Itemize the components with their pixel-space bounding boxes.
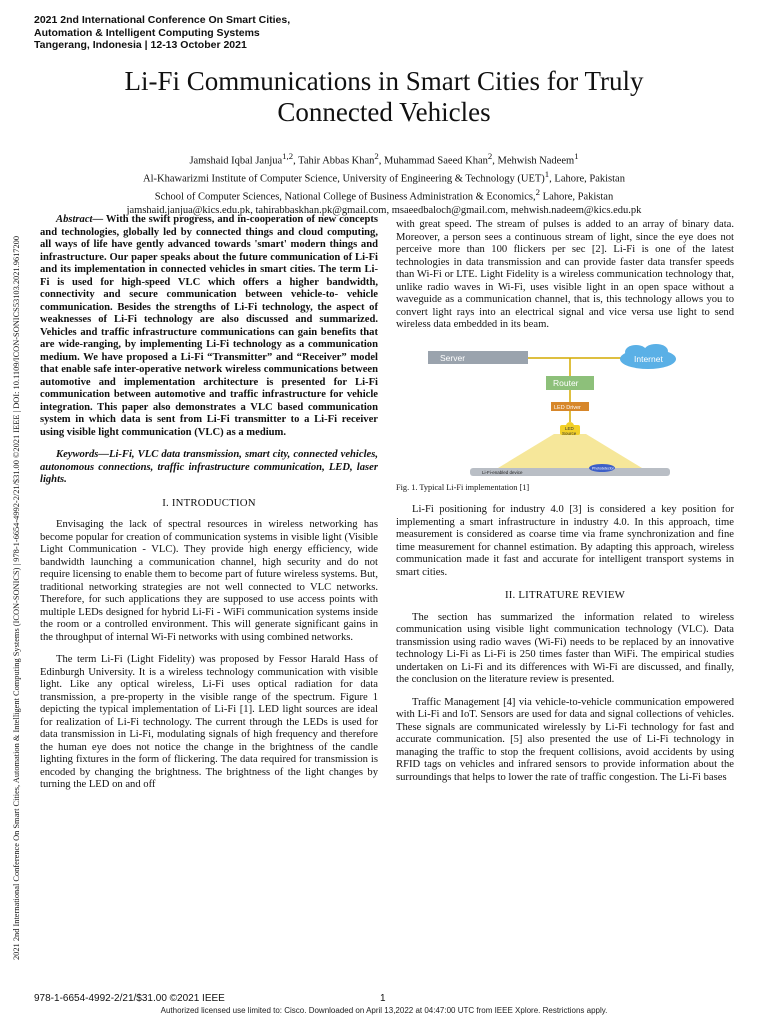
abstract-label: Abstract (56, 214, 93, 225)
section-heading-introduction: I. INTRODUCTION (162, 496, 256, 509)
lit-paragraph-1: The section has summarized the information related to wireless communication using visible light communication technology (VLC). Data transmission using radio waves (Wi-Fi) needs to be replaced by an innovative technology Li-Fi as Li-Fi is 250 times faster than WiFi. The empirical studies undertaken on Li-Fi and its differences with Wi-Fi are discussed, and finally, the conclusion on the literature review is presented. (396, 611, 734, 685)
router-label: Router (553, 377, 579, 388)
led-source-label-1: LED (565, 425, 574, 431)
intro-paragraph-2: The term Li-Fi (Light Fidelity) was proposed by Fessor Harald Hass of Edinburgh University. It is a wireless technology communication with visible light. Like any optical wireless, Li-Fi uses optical radiation for data transmission, a pre-property in the visible range of the spectrum. Figure 1 depicting the typical implementation of Li-Fi [1]. LED light sources are ideal for realization of Li-Fi technology. The current through the LEDs is used for data transmission in Li-Fi, modulating signals of high frequency and therefore the human eye does not notice the change in the brightness of the candle lighting fixtures in the form of flickering. The data required for transmission is encoded by changing the brightness. The brightness of the light changes by turning the LED on and off (40, 654, 378, 790)
download-notice: Authorized licensed use limited to: Cisco. Downloaded on April 13,2022 at 04:47:00 UTC from IEEE Xplore. Restrictions apply. (160, 1006, 608, 1015)
conference-header (34, 14, 290, 52)
affiliation-2 (40, 186, 728, 204)
intro-paragraph-1: Envisaging the lack of spectral resources in wireless networking has become popular for creation of communication systems in visible light (Visible Light Communication - VLC). They provide high energy efficiency, wide bandwidth launching a communication channel, high security and do not require licensing to enable them to become part of future wireless systems. But, traditional networking strategies are not well connected to VLC networks. Therefore, for such applications they are supposed to use access points with multiple LEDs designed for hybrid Li-Fi - WiFi communication systems inside the room or a controlled environment. This will generate significant gains in the throughput of internal Wi-Fi networks with using combined networks. (40, 519, 378, 643)
left-column (40, 214, 378, 802)
light-beam (498, 434, 642, 468)
paper-title (60, 66, 708, 128)
affiliation-2-end: Lahore, Pakistan (540, 191, 614, 203)
author-3: , Muhammad Saeed Khan (378, 155, 488, 167)
author-3-sup: 2 (487, 151, 493, 161)
conference-line-1: 2021 2nd International Conference On Smart Cities, (34, 14, 291, 26)
author-2: , Tahir Abbas Khan (293, 155, 375, 167)
keywords (40, 449, 378, 487)
conference-line-3: Tangerang, Indonesia | 12-13 October 2021 (34, 39, 247, 51)
lifi-device-label: Li-Fi-enabled device (482, 469, 523, 475)
author-4: , Mehwish Nadeem (492, 155, 575, 167)
internet-label: Internet (634, 353, 663, 364)
author-names (40, 150, 728, 168)
led-source-label-2: Source (562, 430, 577, 436)
right-paragraph-positioning: Li-Fi positioning for industry 4.0 [3] is considered a key position for implementing a smart infrastructure in industry 4.0. In this approach, time measurement is considered as coarse time via frame synchronization and fine time measurement for channel estimation. By adapting this approach, wireless communication made it fast and accurate for intelligent transport systems in smart cities. (396, 504, 734, 578)
keywords-label: Keywords (56, 449, 99, 460)
lifi-implementation-figure (420, 342, 710, 482)
affiliation-1-end: , Lahore, Pakistan (549, 173, 625, 185)
affiliation-2-text: School of Computer Sciences, National College of Business Administration & Economics, (154, 191, 536, 203)
figure-caption: Fig. 1. Typical Li-Fi implementation [1] (396, 482, 530, 492)
conference-line-2: Automation & Intelligent Computing Systems (34, 26, 260, 39)
section-heading-literature-review: II. LITRATURE REVIEW (504, 589, 626, 601)
server-label: Server (440, 352, 466, 363)
intro-paragraph-3: with great speed. The stream of pulses is added to an array of binary data. Moreover, a person sees a continuous stream of light, since the eye does not perceive more than 100 flickers per sec [2]. Li-Fi is one of the latest technologies in data transmission and can provide faster data transfer speeds than Wi-Fi or LTE. Light Fidelity is a wireless communication technology that, unlike radio waves in Wi-Fi, uses visible light in an open space without a waveguide as a communication channel, that is, this technology allows you to convert light rays into an electrical signal and vice versa use light to send wireless data embedded in its beam. (396, 219, 734, 330)
right-column (396, 219, 734, 794)
author-emails: jamshaid.janjua@kics.edu.pk, tahirabbaskhan.pk@gmail.com, msaeedbaloch@gmail.com, mehwish.nadeem@kics.edu.pk (126, 204, 642, 216)
side-doi-text: 2021 2nd International Conference On Smart Cities, Automation & Intelligent Computing Systems (ICON-SONICS) | 978-1-6654-4992-2/21/$31.00 ©2021 IEEE | DOI: 10.1109/ICON-SONICS53103.2021.9617200 (12, 235, 21, 960)
title-line-2: Connected Vehicles (277, 97, 491, 127)
affiliation-1 (40, 168, 728, 186)
affiliation-1-text: Al-Khawarizmi Institute of Computer Science, University of Engineering & Technology (UET) (143, 173, 545, 185)
affiliation-1-sup: 1 (544, 169, 550, 180)
affiliation-2-sup: 2 (535, 187, 541, 198)
page-number: 1 (380, 993, 386, 1004)
footer-isbn: 978-1-6654-4992-2/21/$31.00 ©2021 IEEE (34, 993, 225, 1004)
led-driver-label: LED Driver (554, 404, 581, 411)
author-2-sup: 2 (374, 151, 379, 161)
author-1-sup: 1,2 (282, 151, 294, 161)
abstract-dash: — (92, 214, 106, 225)
author-1: Jamshaid Iqbal Janjua (189, 155, 283, 167)
title-line-1: Li-Fi Communications in Smart Cities for Truly (124, 66, 644, 96)
abstract (40, 214, 378, 439)
author-block (40, 150, 728, 217)
author-4-sup: 1 (574, 151, 579, 161)
abstract-text: With the swift progress, and in-cooperation of new concepts and technologies, globally led by connected things and cloud computing, all ways of life have gently advanced towards 'smart' modern things and infrastructure. Our paper speaks about the future communication of Li-Fi and its implementation in connected vehicles in smart cities. The term Li-Fi is used for high-speed VLC which offers a higher bandwidth, connectivity and secure communication between vehicle-to- vehicle communication. Besides the strengths of Li-Fi technology, the aspect of weaknesses of Li-Fi technology are also discussed and summarized. Vehicles and traffic infrastructure communications can gain benefits that are wide-ranging, by implementing Li-Fi technology as a communication medium. We have proposed a Li-Fi “Transmitter” and “Receiver” model that enable safe inter-operative network wireless communications between automotive and implementation architecture is presented for Li-Fi communication between automotive and traffic infrastructure for vehicle integration. This paper also demonstrates a VLC based communication system in which data is sent from Li-Fi transmitter to a Li-Fi receiver using visible light communication (VLC) as a medium. (40, 214, 378, 438)
lit-paragraph-2: Traffic Management [4] via vehicle-to-vehicle communication empowered with Li-Fi and IoT. Sensors are used for data and signal collections of vehicles. These signals are communicated wirelessly by Li-Fi technology for fast and accurate communication. [5] also presented the use of Li-Fi technology in managing the traffic to stop the frequent collisions, avoid accidents by using RFID tags on vehicles and infrared sensors to provide information about the surroundings that helps to lower the rate of traffic congestion. The Li-Fi bases (396, 696, 734, 783)
photodetector-label: Photodetector (592, 466, 614, 470)
keywords-text: —Li-Fi, VLC data transmission, smart city, connected vehicles, autonomous connections, traffic infrastructure communication, LED, laser lights. (40, 449, 378, 485)
